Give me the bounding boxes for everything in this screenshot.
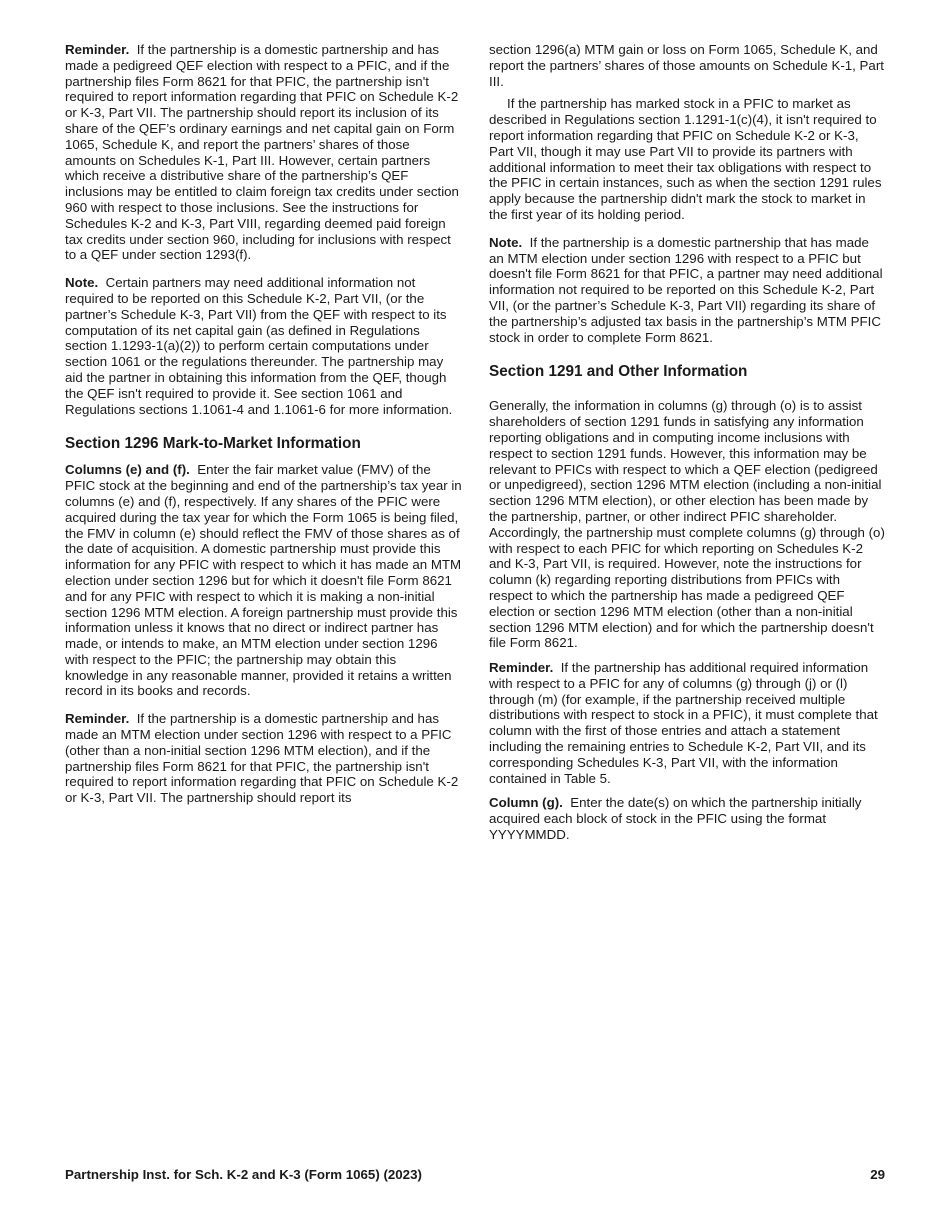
- section-1296-heading: Section 1296 Mark-to-Market Information: [65, 435, 361, 453]
- paragraph-lead: Reminder.: [489, 660, 554, 676]
- paragraph-text: Enter the date(s) on which the partnership initially acquired each block of stock in the PFIC using the format YYYYMMDD.: [489, 795, 862, 843]
- paragraph-lead: Reminder.: [65, 711, 130, 727]
- paragraph-lead: Columns (e) and (f).: [65, 462, 190, 478]
- reminder-additional-info-paragraph: [489, 660, 886, 786]
- paragraph-lead: Column (g).: [489, 795, 563, 811]
- note-capital-gain-paragraph: [65, 275, 462, 417]
- paragraph-text: If the partnership is a domestic partnership and has made a pedigreed QEF election with respect to a PFIC, and if the partnership files Form 8621 for that PFIC, the partnership isn't required to report information regarding that PFIC on Schedule K-2 or K-3, Part VII. The partnership should report its inclusion of its share of the QEF’s ordinary earnings and net capital gain on Form 1065, Schedule K, and report the partners’ shares of those amounts on Schedules K-1, Part III. However, certain partners which receive a distributive share of the partnership’s QEF inclusions may be entitled to claim foreign tax credits under section 960 with respect to those inclusions. See the instructions for Schedules K-2 and K-3, Part VIII, regarding deemed paid foreign tax credits under section 960, including for inclusions with respect to a QEF under section 1293(f).: [65, 42, 459, 263]
- paragraph-text: If the partnership has additional required information with respect to a PFIC for any of columns (g) through (j) or (l) through (m) (for example, if the partnership received multiple distributions with respect to stock in a PFIC), it must complete that column with the first of those entries and attach a statement including the remaining entries to Schedule K-2, Part VII, and its corresponding Schedules K-3, Part VII, with the information contained in Table 5.: [489, 660, 878, 786]
- paragraph-lead: Note.: [489, 234, 523, 250]
- paragraph-text: If the partnership is a domestic partnership and has made an MTM election under section 1296 with respect to a PFIC (other than a non-initial section 1296 MTM election), and if the partnership files Form 8621 for that PFIC, the partnership isn't required to report information regarding that PFIC on Schedule K-2 or K-3, Part VII. The partnership should report its: [65, 711, 459, 806]
- marked-stock-paragraph: If the partnership has marked stock in a PFIC to market as described in Regulations section 1.1291-1(c)(4), it isn't required to report information regarding that PFIC on Schedule K-2 or K-3, Part VII, though it may use Part VII to provide its partners with additional information to meet their tax obligations with respect to the PFIC in certain instances, such as when the section 1291 rules apply because the partnership didn't mark the stock to market in the first year of its holding period.: [489, 96, 882, 222]
- footer-title: Partnership Inst. for Sch. K-2 and K-3 (Form 1065) (2023): [65, 1167, 422, 1182]
- section-1291-paragraph: Generally, the information in columns (g) through (o) is to assist shareholders of section 1291 funds in satisfying any information reporting obligations and in computing income inclusions with respect to section 1291 funds. However, this information may be relevant to PFICs with respect to which a QEF election (pedigreed or unpedigreed), section 1296 MTM election (including a non-initial section 1296 MTM election), or other election has been made by the partnership, partner, or other indirect PFIC shareholder. Accordingly, the partnership must complete columns (g) through (o) with respect to each PFIC for which reporting on Schedules K-2 and K-3, Part VII, is required. However, note the instructions for column (k) regarding reporting distributions from PFICs with respect to which the partnership has made a pedigreed QEF election or section 1296 MTM election (other than a non-initial section 1296 MTM election) and for which the partnership doesn't file Form 8621.: [489, 398, 885, 651]
- page-number: 29: [870, 1167, 885, 1182]
- paragraph-text: If the partnership is a domestic partnership that has made an MTM election under section 1296 with respect to a PFIC but doesn't file Form 8621 for that PFIC, a partner may need additional information not required to be reported on this Schedule K-2, Part VII, (or the partner’s Schedule K-3, Part VII) regarding its share of the partnership’s adjusted tax basis in the partnership’s MTM PFIC stock in order to complete Form 8621.: [489, 234, 883, 345]
- paragraph-lead: Reminder.: [65, 42, 130, 57]
- column-g-paragraph: [489, 795, 886, 842]
- continued-paragraph: section 1296(a) MTM gain or loss on Form 1065, Schedule K, and report the partners’ shares of those amounts on Schedule K-1, Part III.: [489, 42, 884, 89]
- section-1291-heading: Section 1291 and Other Information: [489, 363, 748, 381]
- right-column: [489, 42, 886, 855]
- reminder-mtm-paragraph: [65, 711, 462, 806]
- columns-e-f-paragraph: [65, 462, 462, 699]
- note-mtm-paragraph: [489, 235, 886, 346]
- reminder-qef-paragraph: [65, 42, 462, 263]
- paragraph-lead: Note.: [65, 275, 99, 291]
- paragraph-text: Certain partners may need additional information not required to be reported on this Schedule K-2, Part VII, (or the partner’s Schedule K-3, Part VII) from the QEF with respect to its computation of its net capital gain (as defined in Regulations section 1.1293-1(a)(2)) to perform certain computations under section 1061 or the regulations thereunder. The partnership may aid the partner in obtaining this information from the QEF, though the QEF isn't required to provide it. See section 1061 and Regulations sections 1.1061-4 and 1.1061-6 for more information.: [65, 275, 453, 417]
- paragraph-text: Enter the fair market value (FMV) of the PFIC stock at the beginning and end of the partnership’s tax year in columns (e) and (f), respectively. If any shares of the PFIC were acquired during the tax year for which the Form 1065 is being filed, the FMV in column (e) should reflect the FMV of those shares as of the date of acquisition. A domestic partnership must provide this information for any PFIC with respect to which it has made an MTM election under section 1296 but for which it doesn't file Form 8621 and for any PFIC with respect to which it is making a non-initial section 1296 MTM election. A foreign partnership must provide this information unless it knows that no direct or indirect partner has made, or intends to make, an MTM election under section 1296 with respect to the PFIC; the partnership may obtain this knowledge in any reasonable manner, provided it retains a written record in its books and records.: [65, 462, 462, 699]
- left-column: [65, 42, 462, 818]
